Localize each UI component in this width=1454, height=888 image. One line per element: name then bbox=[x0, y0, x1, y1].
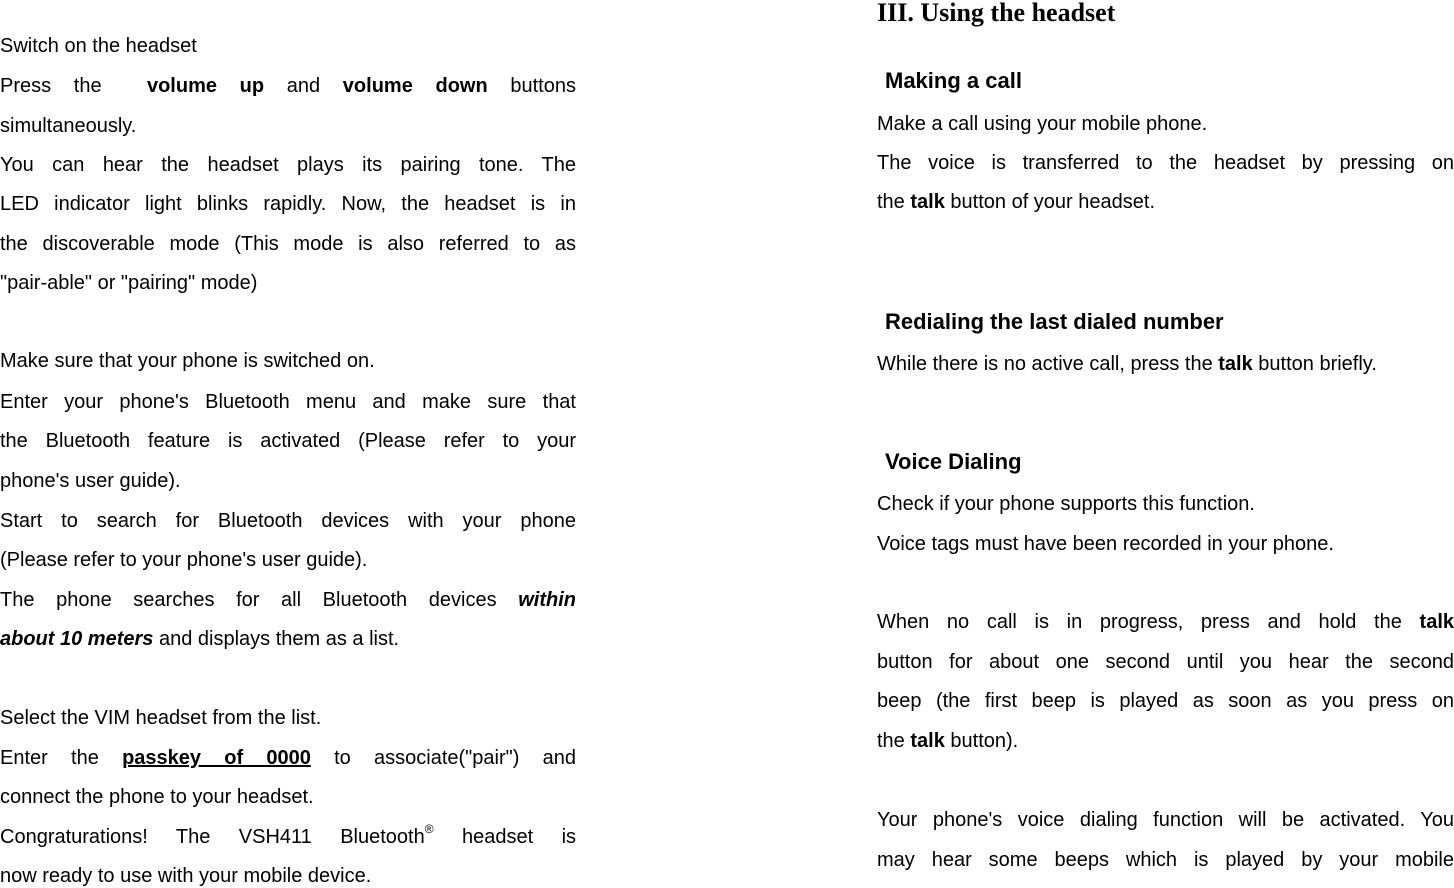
talk-text: talk bbox=[910, 730, 945, 752]
buttons-text: buttons bbox=[510, 75, 576, 97]
make-sure-line: Make sure that your phone is switched on. bbox=[0, 350, 375, 372]
search-line-2: (Please refer to your phone's user guide). bbox=[0, 549, 368, 571]
bt-menu-line-2: the Bluetooth feature is activated (Please refer to your bbox=[0, 430, 576, 452]
registered-mark: ® bbox=[424, 822, 434, 837]
making-call-heading: Making a call bbox=[885, 68, 1022, 93]
passkey-text: passkey of 0000 bbox=[122, 747, 311, 769]
voice-dialing-p3-line-1: Your phone's voice dialing function will be activated. You bbox=[877, 809, 1454, 831]
button-end-text: button). bbox=[950, 730, 1019, 752]
voice-dialing-p2-line-1 bbox=[877, 610, 1454, 634]
phone-searches-line bbox=[0, 588, 576, 612]
volume-down-text: volume down bbox=[342, 75, 488, 97]
button-of-headset-text: button of your headset. bbox=[950, 191, 1155, 213]
the-text: the bbox=[877, 730, 905, 752]
enter-the-text: Enter the bbox=[0, 747, 99, 769]
making-call-line-1: Make a call using your mobile phone. bbox=[877, 113, 1208, 135]
redial-heading: Redialing the last dialed number bbox=[885, 309, 1224, 334]
simultaneously-line: simultaneously. bbox=[0, 115, 137, 137]
talk-text: talk bbox=[1419, 611, 1454, 633]
making-call-line-3 bbox=[877, 190, 1454, 214]
search-line-1: Start to search for Bluetooth devices with your phone bbox=[0, 510, 576, 532]
about-10-meters-line bbox=[0, 627, 576, 651]
phone-searches-text: The phone searches for all Bluetooth devices bbox=[0, 589, 497, 611]
redial-line-1 bbox=[877, 352, 1454, 376]
passkey-line bbox=[0, 746, 576, 770]
about-10-meters-text: about 10 meters bbox=[0, 628, 154, 650]
voice-dialing-p2-line-2: button for about one second until you hear the second bbox=[877, 651, 1454, 673]
headset-is-text: headset is bbox=[461, 826, 577, 848]
pairing-line-1: You can hear the headset plays its pairing tone. The bbox=[0, 154, 576, 176]
press-the-text: Press the bbox=[0, 75, 102, 97]
volume-buttons-line bbox=[0, 74, 576, 98]
voice-dialing-p2-line-3: beep (the first beep is played as soon as you press on bbox=[877, 690, 1454, 712]
redial-post-text: button briefly. bbox=[1258, 353, 1377, 375]
voice-dialing-p2-line-4 bbox=[877, 729, 1454, 753]
displays-list-text: and displays them as a list. bbox=[158, 628, 400, 650]
and-text: and bbox=[286, 75, 321, 97]
no-call-text: When no call is in progress, press and hold the bbox=[877, 611, 1402, 633]
talk-text: talk bbox=[1218, 353, 1253, 375]
select-vim-line: Select the VIM headset from the list. bbox=[0, 707, 322, 729]
connect-line: connect the phone to your headset. bbox=[0, 786, 314, 808]
ready-line: now ready to use with your mobile device. bbox=[0, 865, 372, 887]
voice-dialing-p3-line-2: may hear some beeps which is played by your mobile bbox=[877, 849, 1454, 871]
congrats-text: Congraturations! The VSH411 Bluetooth bbox=[0, 826, 425, 848]
bt-menu-line-1: Enter your phone's Bluetooth menu and make sure that bbox=[0, 391, 576, 413]
volume-up-text: volume up bbox=[146, 75, 265, 97]
within-text: within bbox=[518, 589, 576, 611]
associate-text: to associate("pair") and bbox=[334, 747, 576, 769]
bt-menu-line-3: phone's user guide). bbox=[0, 470, 181, 492]
switch-on-line: Switch on the headset bbox=[0, 35, 197, 57]
pairing-line-3: the discoverable mode (This mode is also referred to as bbox=[0, 233, 576, 255]
congrats-line bbox=[0, 822, 577, 849]
the-text: the bbox=[877, 191, 905, 213]
voice-dialing-line-1: Check if your phone supports this function. bbox=[877, 493, 1255, 515]
redial-pre-text: While there is no active call, press the bbox=[877, 353, 1213, 375]
pairing-line-4: "pair-able" or "pairing" mode) bbox=[0, 272, 258, 294]
voice-dialing-line-2: Voice tags must have been recorded in your phone. bbox=[877, 533, 1334, 555]
voice-dialing-heading: Voice Dialing bbox=[885, 449, 1022, 474]
pairing-line-2: LED indicator light blinks rapidly. Now, the headset is in bbox=[0, 193, 576, 215]
talk-text: talk bbox=[910, 191, 945, 213]
making-call-line-2: The voice is transferred to the headset by pressing on bbox=[877, 152, 1454, 174]
section-title: III. Using the headset bbox=[877, 0, 1116, 27]
